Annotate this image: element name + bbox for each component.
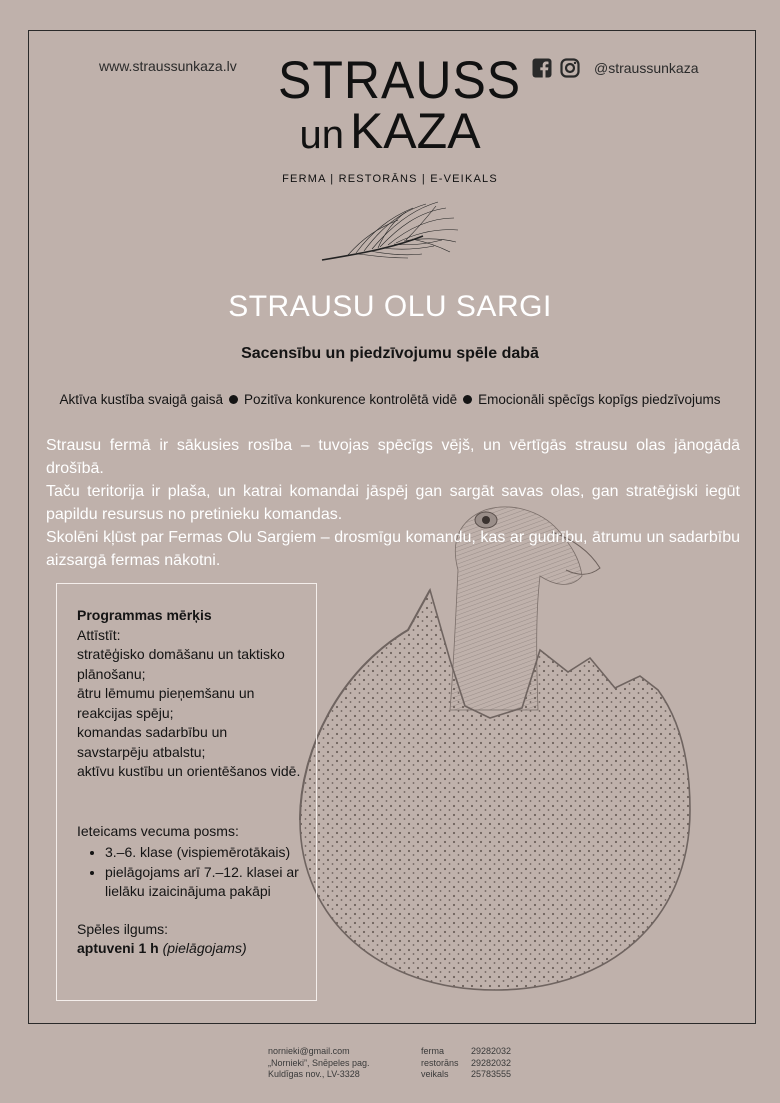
logo-un-kaza (278, 105, 502, 161)
facebook-icon[interactable] (532, 58, 552, 78)
footer-contacts (268, 1046, 370, 1081)
feather-illustration (318, 198, 463, 273)
phone-label: veikals (421, 1069, 449, 1079)
phone-label: restorāns (421, 1057, 459, 1068)
age-item: • 3.–6. klase (vispiemērotākais) (105, 843, 302, 863)
phone-number[interactable]: 25783555 (471, 1069, 512, 1079)
feature-list (0, 392, 780, 407)
phone-number[interactable]: 29282032 (471, 1057, 512, 1068)
social-links (532, 58, 698, 78)
age-list (77, 843, 302, 902)
feature-item: Aktīva kustība svaigā gaisā (59, 392, 224, 407)
bullet-dot-icon (463, 395, 472, 404)
footer-address-line: Kuldīgas nov., LV-3328 (268, 1069, 360, 1079)
goal-item: stratēģisko domāšanu un taktisko plānošanu; (77, 646, 285, 682)
footer-phones (421, 1046, 511, 1081)
page-title: STRAUSU OLU SARGI (228, 290, 552, 323)
instagram-icon[interactable] (560, 58, 580, 78)
goal-item: komandas sadarbību un savstarpēju atbalstu; (77, 724, 228, 760)
phone-number[interactable]: 29282032 (471, 1046, 512, 1056)
feature-item: Emocionāli spēcīgs kopīgs piedzīvojums (478, 392, 721, 407)
age-label: Ieteicams vecuma posms: (77, 822, 239, 839)
duration (77, 939, 302, 959)
intro-paragraph: Taču teritorija ir plaša, un katrai komandai jāspēj gan sargāt savas olas, gan stratēģiski iegūt papildu resursus no pretinieku komandas. (46, 483, 740, 523)
intro-paragraph: Strausu fermā ir sākusies rosība – tuvojas spēcīgs vējš, un vērtīgās strausu olas jānogādā drošībā. (46, 437, 740, 477)
page-subtitle: Sacensību un piedzīvojumu spēle dabā (241, 345, 539, 362)
duration-note: (pielāgojams) (162, 940, 247, 956)
develop-label: Attīstīt: (77, 626, 121, 643)
program-title: Programmas mērķis (77, 607, 212, 623)
program-box (56, 583, 317, 1001)
intro-paragraph: Skolēni kļūst par Fermas Olu Sargiem – drosmīgu komandu, kas ar gudrību, ātrumu un sadarbību aizsargā fermas nākotni. (46, 529, 740, 569)
duration-value: aptuveni 1 h (77, 940, 159, 956)
age-item: • pielāgojams arī 7.–12. klasei ar lielāku izaicinājuma pakāpi (105, 863, 302, 902)
phone-label: ferma (421, 1046, 445, 1056)
bullet-dot-icon (229, 395, 238, 404)
logo-tagline: FERMA | RESTORĀNS | E-VEIKALS (282, 173, 498, 185)
footer-email[interactable]: nornieki@gmail.com (268, 1046, 350, 1056)
website-link[interactable]: www.straussunkaza.lv (99, 58, 237, 74)
brand-logo (278, 50, 522, 185)
intro-text (46, 434, 740, 572)
logo-kaza: KAZA (349, 103, 481, 159)
feature-item: Pozitīva konkurence kontrolētā vidē (244, 392, 458, 407)
footer-address-line: „Nornieki”, Snēpeles pag. (268, 1057, 370, 1068)
goal-item: ātru lēmumu pieņemšanu un reakcijas spēju; (77, 685, 255, 721)
social-handle[interactable]: @straussunkaza (594, 60, 699, 76)
duration-label: Spēles ilgums: (77, 920, 169, 937)
logo-strauss: STRAUSS (278, 50, 522, 110)
logo-un: un (299, 113, 344, 157)
goal-item: aktīvu kustību un orientēšanos vidē. (77, 763, 301, 779)
